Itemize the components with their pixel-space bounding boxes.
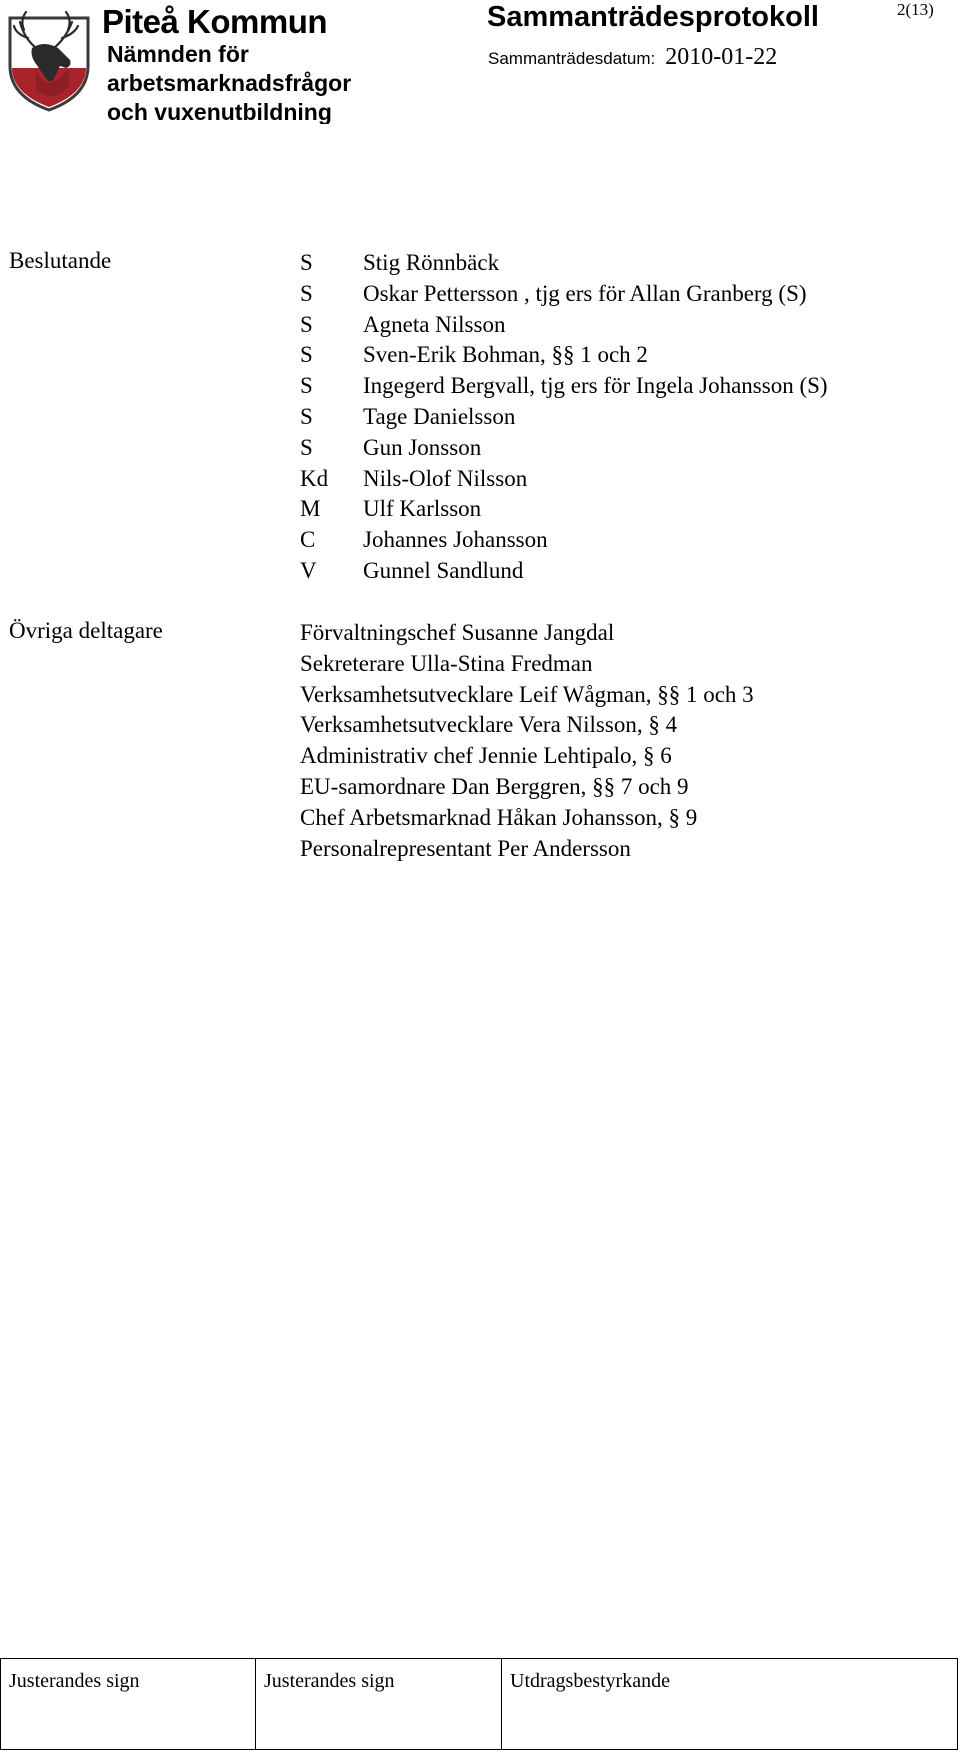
participant-row: Verksamhetsutvecklare Vera Nilsson, § 4 [300,712,678,738]
signature-label: Justerandes sign [264,1670,395,1692]
other-participants-label: Övriga deltagare [9,618,163,643]
party-code: S [300,311,313,337]
decision-makers-list [300,248,828,587]
meeting-date-label: Sammanträdesdatum: [488,49,656,68]
member-row [300,310,828,341]
participant-row: Verksamhetsutvecklare Leif Wågman, §§ 1 och 3 [300,681,754,707]
other-participants-list [300,618,754,864]
party-code: S [300,280,313,306]
member-name: Sven-Erik Bohman, §§ 1 och 2 [363,342,648,368]
member-name: Gun Jonsson [363,434,482,460]
party-code: C [300,527,316,553]
member-row [300,464,828,495]
member-row [300,371,828,402]
member-row [300,248,828,279]
member-name: Agneta Nilsson [363,311,506,337]
member-row [300,556,828,587]
participant-row: Administrativ chef Jennie Lehtipalo, § 6 [300,743,672,769]
meeting-date-line [488,44,777,71]
committee-name [107,40,397,124]
member-row [300,525,828,556]
signature-cell-adjuster-2 [256,1659,502,1749]
member-name: Oskar Pettersson , tjg ers för Allan Granberg (S) [363,280,807,306]
participant-row: Chef Arbetsmarknad Håkan Johansson, § 9 [300,804,698,830]
member-row [300,402,828,433]
member-row [300,433,828,464]
member-name: Ulf Karlsson [363,496,482,522]
participant-row: EU-samordnare Dan Berggren, §§ 7 och 9 [300,773,689,799]
signature-cell-adjuster-1 [1,1659,256,1749]
meeting-date-value: 2010-01-22 [665,44,778,70]
party-code: S [300,250,313,275]
member-name: Ingegerd Bergvall, tjg ers för Ingela Johansson (S) [363,373,828,399]
signature-label: Utdragsbestyrkande [510,1670,670,1692]
party-code: M [300,496,321,522]
page-number: 2(13) [897,0,934,19]
member-name: Tage Danielsson [363,403,516,429]
participant-row: Sekreterare Ulla-Stina Fredman [300,650,593,676]
party-code: S [300,373,313,399]
party-code: V [300,557,317,583]
signature-label: Justerandes sign [9,1670,140,1692]
member-name: Johannes Johansson [363,527,548,553]
participant-row: Personalrepresentant Per Andersson [300,835,631,861]
party-code: S [300,342,313,368]
participant-row: Förvaltningschef Susanne Jangdal [300,620,615,645]
member-row [300,340,828,371]
signature-cell-extract-certification [502,1659,957,1749]
member-row [300,494,828,525]
committee-name-text: Nämnden för arbetsmarknadsfrågor och vuxenutbildning [107,41,352,124]
member-name: Gunnel Sandlund [363,557,524,583]
reindeer-coat-of-arms-icon [6,4,92,112]
party-code: S [300,403,313,429]
decision-makers-label: Beslutande [9,248,112,273]
member-row [300,279,828,310]
party-code: Kd [300,465,329,491]
member-name: Stig Rönnbäck [363,250,500,275]
document-title: Sammanträdesprotokoll [487,1,819,33]
signature-table [0,1658,958,1750]
party-code: S [300,434,313,460]
member-name: Nils-Olof Nilsson [363,465,528,491]
organization-name: Piteå Kommun [102,3,328,40]
